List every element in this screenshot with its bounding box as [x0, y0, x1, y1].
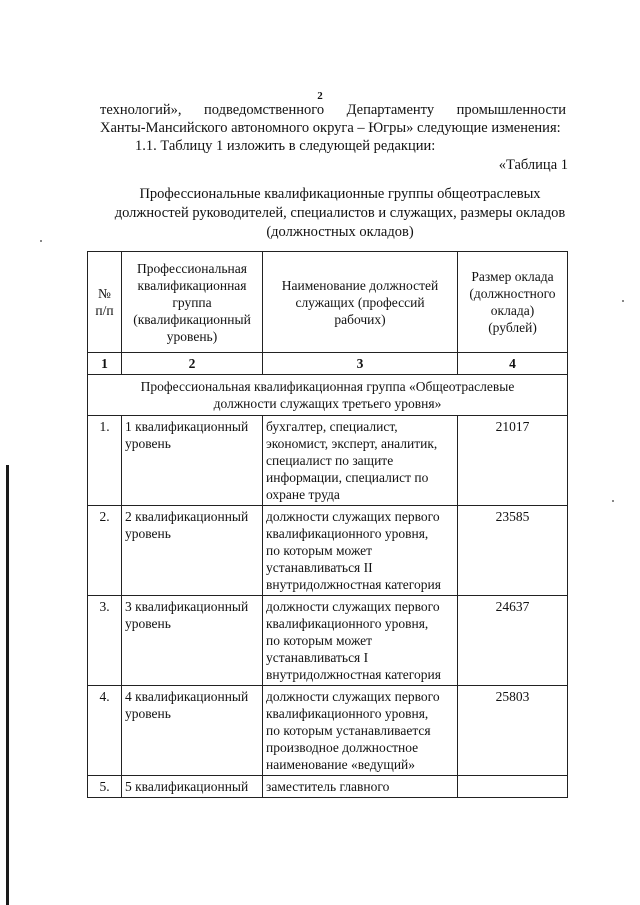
position-names: [263, 416, 458, 506]
cell-line: устанавливаться II: [266, 560, 373, 575]
table-reference: «Таблица 1: [498, 157, 568, 173]
scan-speck: [40, 240, 42, 242]
group-title-line: Профессиональная квалификационная группа «Общеотраслевые: [140, 379, 515, 394]
salary-value: [458, 776, 568, 798]
qualification-level: [122, 416, 263, 506]
intro-word: Департаменту: [346, 102, 435, 118]
header-cell-number: [88, 252, 122, 353]
intro-line-1: [100, 101, 566, 119]
header-cell-positions: [263, 252, 458, 353]
header-line: Размер оклада: [471, 269, 554, 284]
row-number: 1.: [88, 416, 122, 506]
group-title-row: [88, 375, 568, 416]
header-line: п/п: [95, 303, 114, 318]
cell-line: информации, специалист по: [266, 470, 429, 485]
salary-table: [87, 251, 568, 798]
header-line: оклада): [490, 303, 535, 318]
heading-line: (должностных окладов): [266, 224, 414, 240]
intro-word: промышленности: [456, 102, 566, 118]
qualification-level: [122, 596, 263, 686]
cell-line: 3 квалификационный: [125, 599, 249, 614]
scan-speck: [622, 300, 624, 302]
position-names: [263, 686, 458, 776]
salary-value: 21017: [458, 416, 568, 506]
column-number: 1: [88, 353, 122, 375]
cell-line: 1 квалификационный: [125, 419, 249, 434]
intro-line-2: Ханты-Мансийского автономного округа – Югры» следующие изменения:: [100, 120, 561, 136]
qualification-level: [122, 686, 263, 776]
cell-line: специалист по защите: [266, 453, 394, 468]
table-row: [88, 776, 568, 798]
table-row: [88, 506, 568, 596]
header-line: (рублей): [488, 320, 537, 335]
cell-line: по которым может: [266, 633, 373, 648]
salary-value: 24637: [458, 596, 568, 686]
heading-line: Профессиональные квалификационные группы общеотраслевых: [139, 186, 541, 202]
cell-line: 2 квалификационный: [125, 509, 249, 524]
salary-value: 25803: [458, 686, 568, 776]
header-cell-salary: [458, 252, 568, 353]
scan-speck: [612, 500, 614, 502]
cell-line: квалификационного уровня,: [266, 616, 429, 631]
cell-line: 4 квалификационный: [125, 689, 249, 704]
intro-word: подведомственного: [204, 102, 325, 118]
qualification-level: [122, 776, 263, 798]
position-names: [263, 506, 458, 596]
position-names: [263, 596, 458, 686]
group-title-line: должности служащих третьего уровня»: [213, 396, 442, 411]
cell-line: устанавливаться I: [266, 650, 369, 665]
intro-word: технологий»,: [100, 102, 182, 118]
header-line: служащих (профессий: [295, 294, 425, 310]
header-line: №: [98, 286, 111, 301]
header-cell-group: [122, 252, 263, 353]
cell-line: 5 квалификационный: [125, 779, 249, 794]
column-number-row: [88, 353, 568, 375]
cell-line: по которым может: [266, 543, 373, 558]
qualification-level: [122, 506, 263, 596]
heading-line: должностей руководителей, специалистов и служащих, размеры окладов: [114, 205, 566, 221]
cell-line: уровень: [125, 436, 171, 451]
cell-line: охране труда: [266, 487, 340, 502]
position-names: [263, 776, 458, 798]
header-line: рабочих): [334, 311, 386, 327]
table-header-row: [88, 252, 568, 353]
table-heading: [60, 185, 620, 242]
row-number: 2.: [88, 506, 122, 596]
intro-line-3: 1.1. Таблицу 1 изложить в следующей редакции:: [135, 138, 436, 154]
row-number: 5.: [88, 776, 122, 798]
cell-line: должности служащих первого: [266, 599, 440, 614]
header-line: (должностного: [469, 286, 556, 301]
cell-line: бухгалтер, специалист,: [266, 419, 398, 434]
cell-line: квалификационного уровня,: [266, 526, 429, 541]
cell-line: заместитель главного: [266, 779, 390, 794]
header-line: Наименование должностей: [281, 277, 439, 293]
header-line: Профессиональная: [137, 260, 247, 276]
cell-line: уровень: [125, 706, 171, 721]
cell-line: внутридолжностная категория: [266, 667, 441, 682]
cell-line: экономист, эксперт, аналитик,: [266, 436, 438, 451]
column-number: 4: [458, 353, 568, 375]
header-line: (квалификационный: [133, 311, 251, 327]
header-line: уровень): [166, 328, 218, 344]
row-number: 3.: [88, 596, 122, 686]
cell-line: наименование «ведущий»: [266, 757, 416, 772]
scan-edge-mark: [6, 465, 9, 905]
cell-line: уровень: [125, 616, 171, 631]
table-row: [88, 416, 568, 506]
cell-line: квалификационного уровня,: [266, 706, 429, 721]
header-line: квалификационная: [137, 277, 247, 293]
page-number: 2: [317, 90, 323, 102]
header-line: группа: [172, 294, 212, 310]
cell-line: по которым устанавливается: [266, 723, 431, 738]
table-row: [88, 686, 568, 776]
cell-line: внутридолжностная категория: [266, 577, 441, 592]
column-number: 2: [122, 353, 263, 375]
group-title-cell: [88, 375, 568, 416]
cell-line: производное должностное: [266, 740, 419, 755]
cell-line: должности служащих первого: [266, 689, 440, 704]
column-number: 3: [263, 353, 458, 375]
cell-line: уровень: [125, 526, 171, 541]
table-row: [88, 596, 568, 686]
cell-line: должности служащих первого: [266, 509, 440, 524]
salary-value: 23585: [458, 506, 568, 596]
row-number: 4.: [88, 686, 122, 776]
